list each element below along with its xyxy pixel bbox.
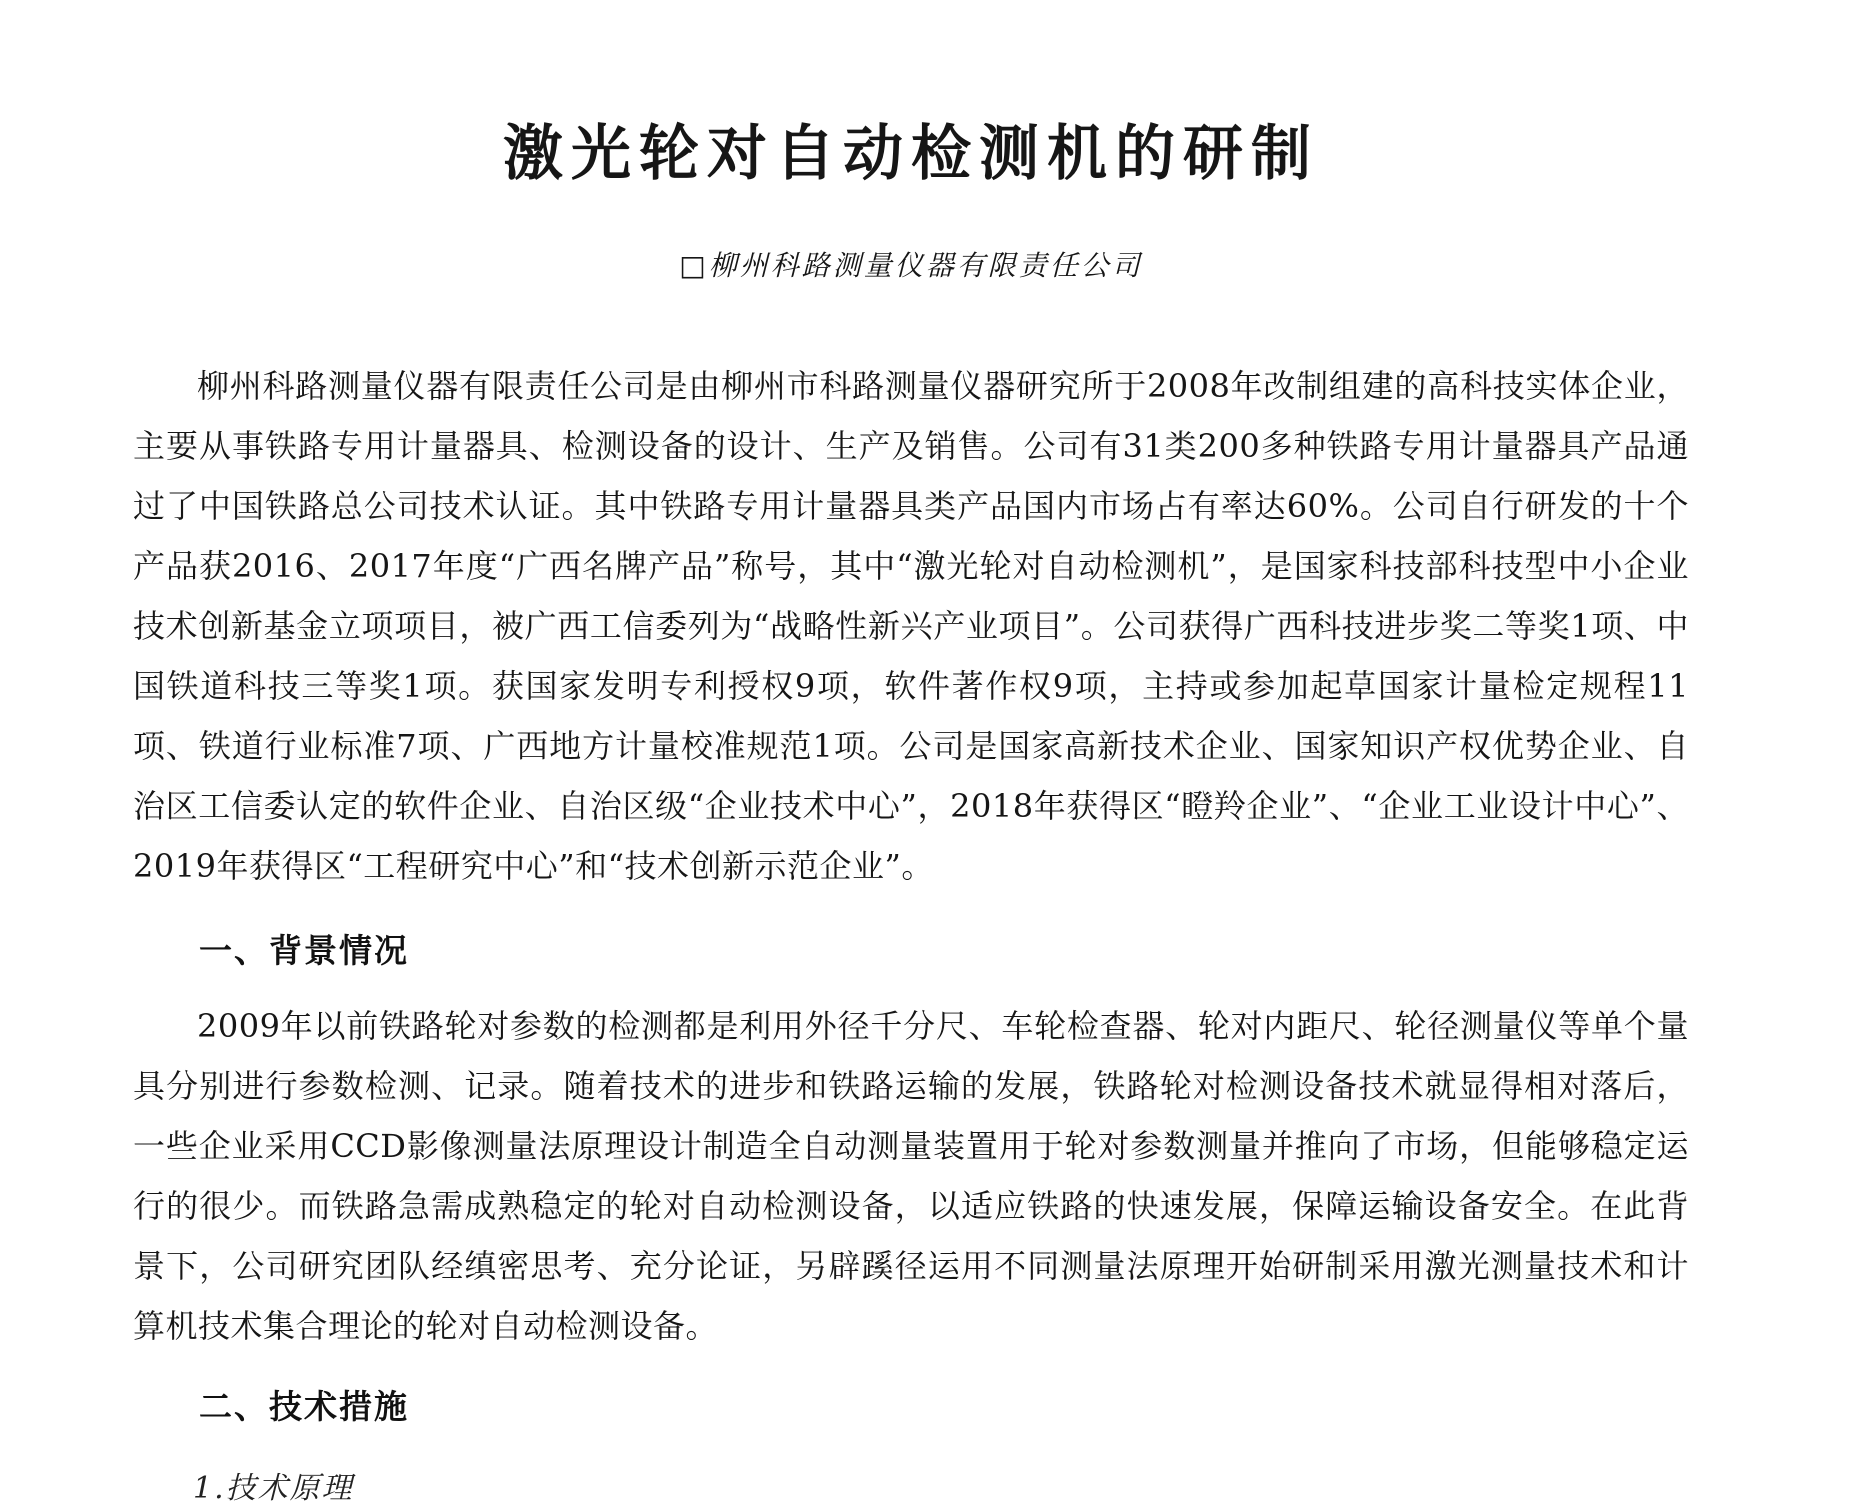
article-byline: □柳州科路测量仪器有限责任公司 xyxy=(679,249,1143,282)
intro-paragraph: 柳州科路测量仪器有限责任公司是由柳州市科路测量仪器研究所于2008年改制组建的高科技实体企业，主要从事铁路专用计量器具、检测设备的设计、生产及销售。公司有31类200多种铁路专用计量器具产品通过了中国铁路总公司技术认证。其中铁路专用计量器具类产品国内市场占有率达60%。公司自行研发的十个产品获2016、2017年度“广西名牌产品”称号，其中“激光轮对自动检测机”，是国家科技部科技型中小企业技术创新基金立项项目，被广西工信委列为“战略性新兴产业项目”。公司获得广西科技进步奖二等奖1项、中国铁道科技三等奖1项。获国家发明专利授权9项，软件著作权9项，主持或参加起草国家计量检定规程11项、铁道行业标准7项、广西地方计量校准规范1项。公司是国家高新技术企业、国家知识产权优势企业、自治区工信委认定的软件企业、自治区级“企业技术中心”，2018年获得区“瞪羚企业”、“企业工业设计中心”、2019年获得区“工程研究中心”和“技术创新示范企业”。 xyxy=(133,367,1689,885)
background-paragraph: 2009年以前铁路轮对参数的检测都是利用外径千分尺、车轮检查器、轮对内距尺、轮径测量仪等单个量具分别进行参数检测、记录。随着技术的进步和铁路运输的发展，铁路轮对检测设备技术就显得相对落后，一些企业采用CCD影像测量法原理设计制造全自动测量装置用于轮对参数测量并推向了市场，但能够稳定运行的很少。而铁路急需成熟稳定的轮对自动检测设备，以适应铁路的快速发展，保障运输设备安全。在此背景下，公司研究团队经缜密思考、充分论证，另辟蹊径运用不同测量法原理开始研制采用激光测量技术和计算机技术集合理论的轮对自动检测设备。 xyxy=(133,1007,1689,1345)
section-heading-technical-measures: 二、技术措施 xyxy=(199,1387,409,1426)
section-heading-background: 一、背景情况 xyxy=(199,931,409,970)
subsection-heading-technical-principle: 1.技术原理 xyxy=(193,1471,354,1506)
article-title: 激光轮对自动检测机的研制 xyxy=(503,119,1319,189)
